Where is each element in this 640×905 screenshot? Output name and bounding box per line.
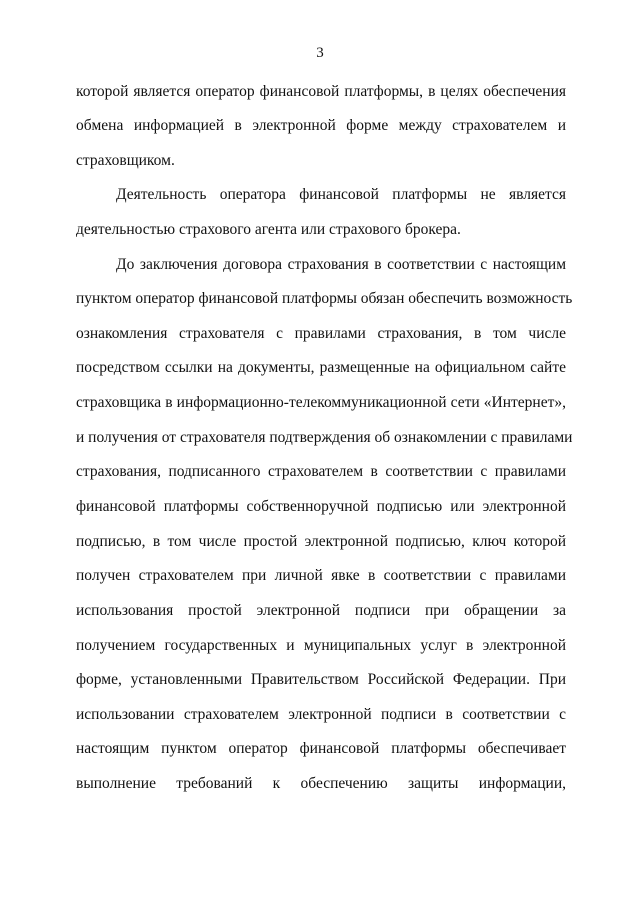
page-number: 3 bbox=[316, 45, 324, 61]
text-line: финансовой платформы собственноручной подписью или электронной bbox=[76, 498, 566, 515]
text-line: использования простой электронной подписи при обращении за bbox=[76, 602, 566, 619]
text-line: обмена информацией в электронной форме между страхователем и bbox=[76, 117, 566, 134]
text-line: Деятельность оператора финансовой платформы не является bbox=[116, 186, 566, 203]
text-line: страхования, подписанного страхователем в соответствии с правилами bbox=[76, 463, 566, 480]
text-line: получен страхователем при личной явке в соответствии с правилами bbox=[76, 567, 566, 584]
text-line: и получения от страхователя подтверждения об ознакомлении с правилами bbox=[76, 429, 573, 446]
text-line: которой является оператор финансовой платформы, в целях обеспечения bbox=[76, 83, 566, 100]
text-line: выполнение требований к обеспечению защиты информации, bbox=[76, 775, 566, 792]
text-line: ознакомления страхователя с правилами страхования, в том числе bbox=[76, 325, 566, 342]
text-line: использовании страхователем электронной подписи в соответствии с bbox=[76, 706, 566, 723]
text-line: подписью, в том числе простой электронной подписью, ключ которой bbox=[76, 533, 566, 550]
text-line: деятельностью страхового агента или страхового брокера. bbox=[76, 221, 461, 238]
text-line: пунктом оператор финансовой платформы обязан обеспечить возможность bbox=[76, 290, 573, 307]
text-line: До заключения договора страхования в соответствии с настоящим bbox=[116, 256, 566, 273]
text-line: посредством ссылки на документы, размещенные на официальном сайте bbox=[76, 359, 566, 376]
text-line: страховщика в информационно-телекоммуникационной сети «Интернет», bbox=[76, 394, 566, 411]
text-line: форме, установленными Правительством Российской Федерации. При bbox=[76, 671, 566, 688]
text-line: страховщиком. bbox=[76, 152, 175, 169]
text-line: получением государственных и муниципальных услуг в электронной bbox=[76, 637, 566, 654]
text-line: настоящим пунктом оператор финансовой платформы обеспечивает bbox=[76, 740, 566, 757]
